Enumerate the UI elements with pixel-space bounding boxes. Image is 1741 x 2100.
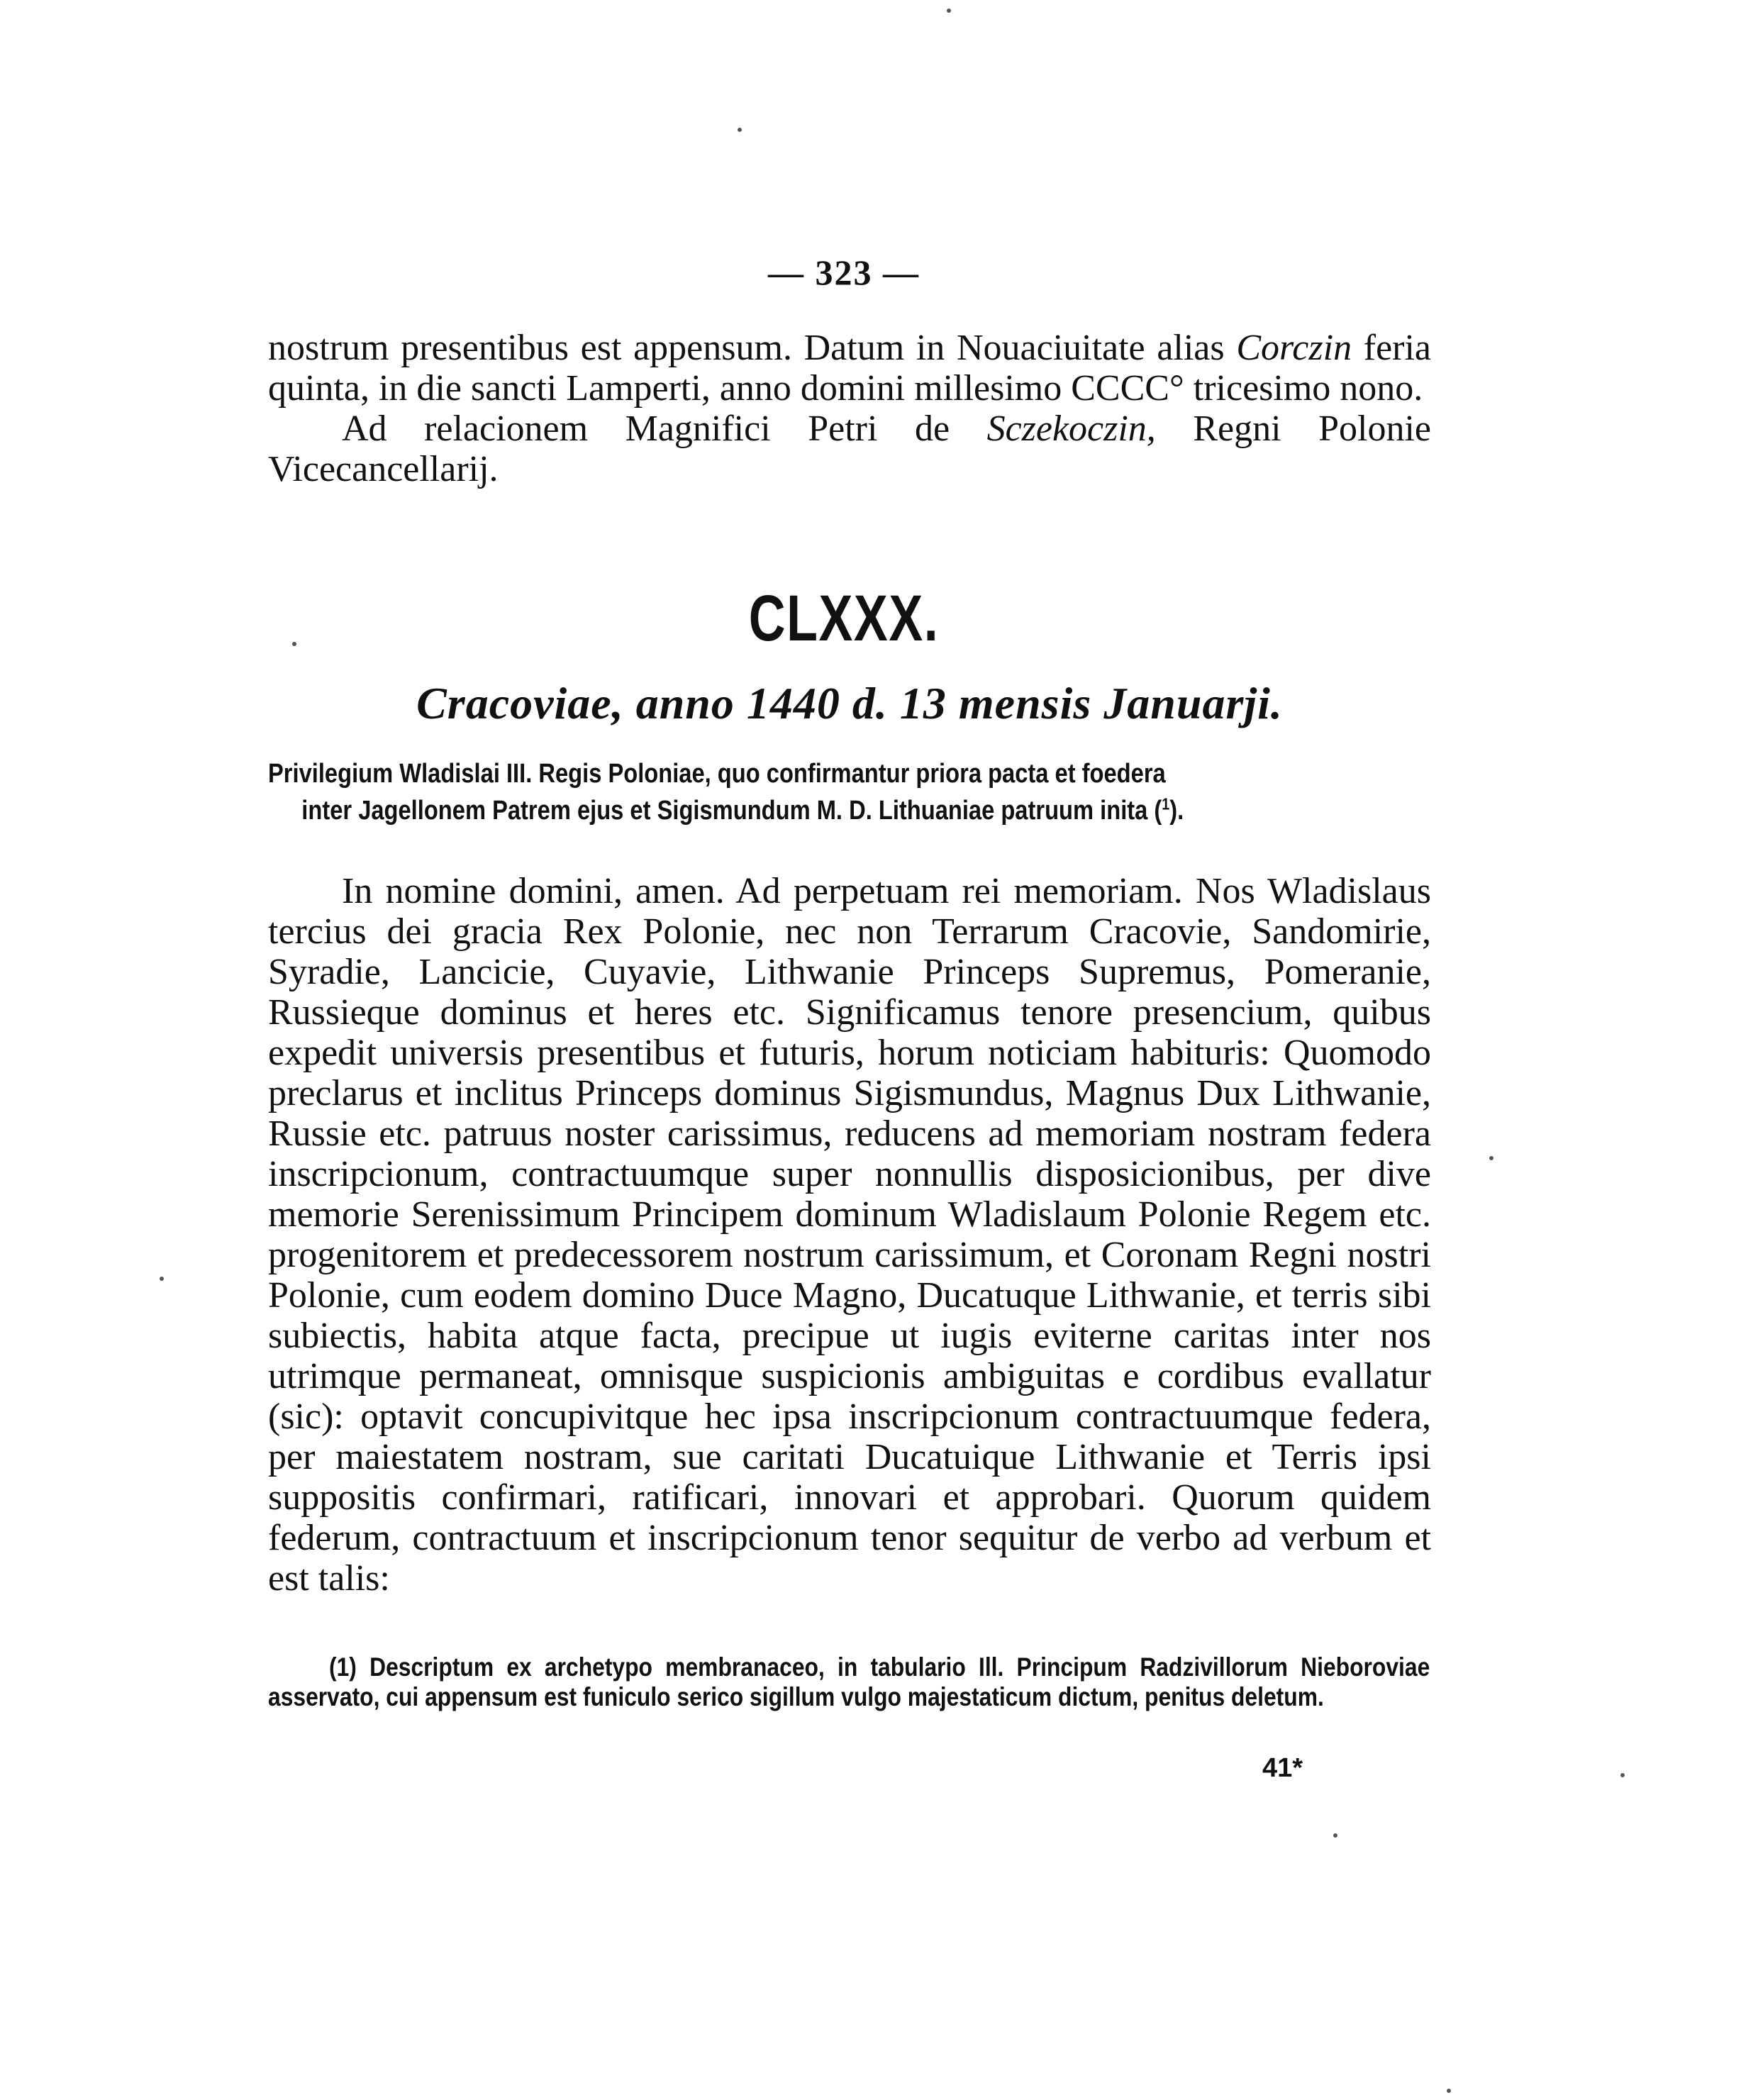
continuation-line-b: feria quinta, in die sancti Lamperti, anno domini millesimo CCCC° tricesimo nono.: [268, 328, 1432, 409]
summary-line-2-wrap: [268, 792, 1430, 829]
document-summary: [268, 755, 1430, 829]
scan-speck: [1489, 1156, 1494, 1160]
main-paragraph: [268, 871, 1431, 1599]
scan-speck: [947, 9, 951, 13]
footnote-reference: 1: [1162, 794, 1170, 813]
relacio-name-italic: Sczekoczin,: [986, 409, 1156, 449]
continuation-text: [268, 328, 1431, 489]
continuation-line-a: nostrum presentibus est appensum. Datum in Nouaciuitate alias: [268, 328, 1237, 368]
scan-speck: [292, 642, 296, 646]
footnote-text: Descriptum ex archetypo membranaceo, in tabulario Ill. Principum Radzivillorum Nieboroviae asservato, cui appensum est funiculo serico sigillum vulgo majestaticum dictum, penitus deletum.: [268, 1652, 1430, 1711]
place-name-italic: Corczin: [1236, 328, 1352, 368]
relacio-text-a: Ad relacionem Magnifici Petri de: [342, 409, 987, 449]
document-number-heading: CLXXX.: [748, 582, 940, 655]
scan-speck: [1620, 1773, 1625, 1777]
summary-line-2-end: ).: [1169, 796, 1184, 826]
relacio-text-b: Regni Polonie Vicecancellarij.: [268, 409, 1431, 489]
scan-speck: [1333, 1833, 1337, 1838]
scan-speck: [1447, 2089, 1451, 2093]
footnote-body: [268, 1652, 1430, 1712]
scan-speck: [160, 1277, 164, 1281]
summary-line-2: inter Jagellonem Patrem ejus et Sigismundum M. D. Lithuaniae patruum inita (: [301, 796, 1162, 826]
scan-speck: [738, 128, 742, 132]
footnote: [268, 1652, 1431, 1712]
footnote-marker: (1): [329, 1652, 357, 1682]
place-date-heading: Cracoviae, anno 1440 d. 13 mensis Januarji.: [416, 678, 1283, 728]
page-number-header: — 323 —: [768, 252, 920, 292]
signature-mark: 41*: [1262, 1753, 1303, 1783]
summary-line-1: Privilegium Wladislai III. Regis Poloniae, quo confirmantur priora pacta et foedera: [268, 759, 1166, 789]
main-text: In nomine domini, amen. Ad perpetuam rei memoriam. Nos Wladislaus tercius dei gracia Rex Polonie, nec non Terrarum Cracovie, Sandomirie, Syradie, Lancicie, Cuyavie, Lithwanie Princeps Supremus, Pomeranie, Russieque dominus et heres etc. Significamus tenore presencium, quibus expedit universis presentibus et futuris, horum noticiam habituris: Quomodo preclarus et inclitus Princeps dominus Sigismundus, Magnus Dux Lithwanie, Russie etc. patruus noster carissimus, reducens ad memoriam nostram federa inscripcionum, contractuumque super nonnullis disposicionibus, per dive memorie Serenissimum Principem dominum Wladislaum Polonie Regem etc. progenitorem et predecessorem nostrum carissimum, et Coronam Regni nostri Polonie, cum eodem domino Duce Magno, Ducatuque Lithwanie, et terris sibi subiectis, habita atque facta, precipue ut iugis eviterne caritas inter nos utrimque permaneat, omnisque suspicionis ambiguitas e cordibus evallatur (sic): optavit concupivitque hec ipsa inscripcionum contractuumque federa, per maiestatem nostram, sue caritati Ducatuique Lithwanie et Terris ipsi suppositis confirmari, ratificari, innovari et approbari. Quorum quidem federum, contractuum et inscripcionum tenor sequitur de verbo ad verbum et est talis:: [268, 871, 1431, 1599]
